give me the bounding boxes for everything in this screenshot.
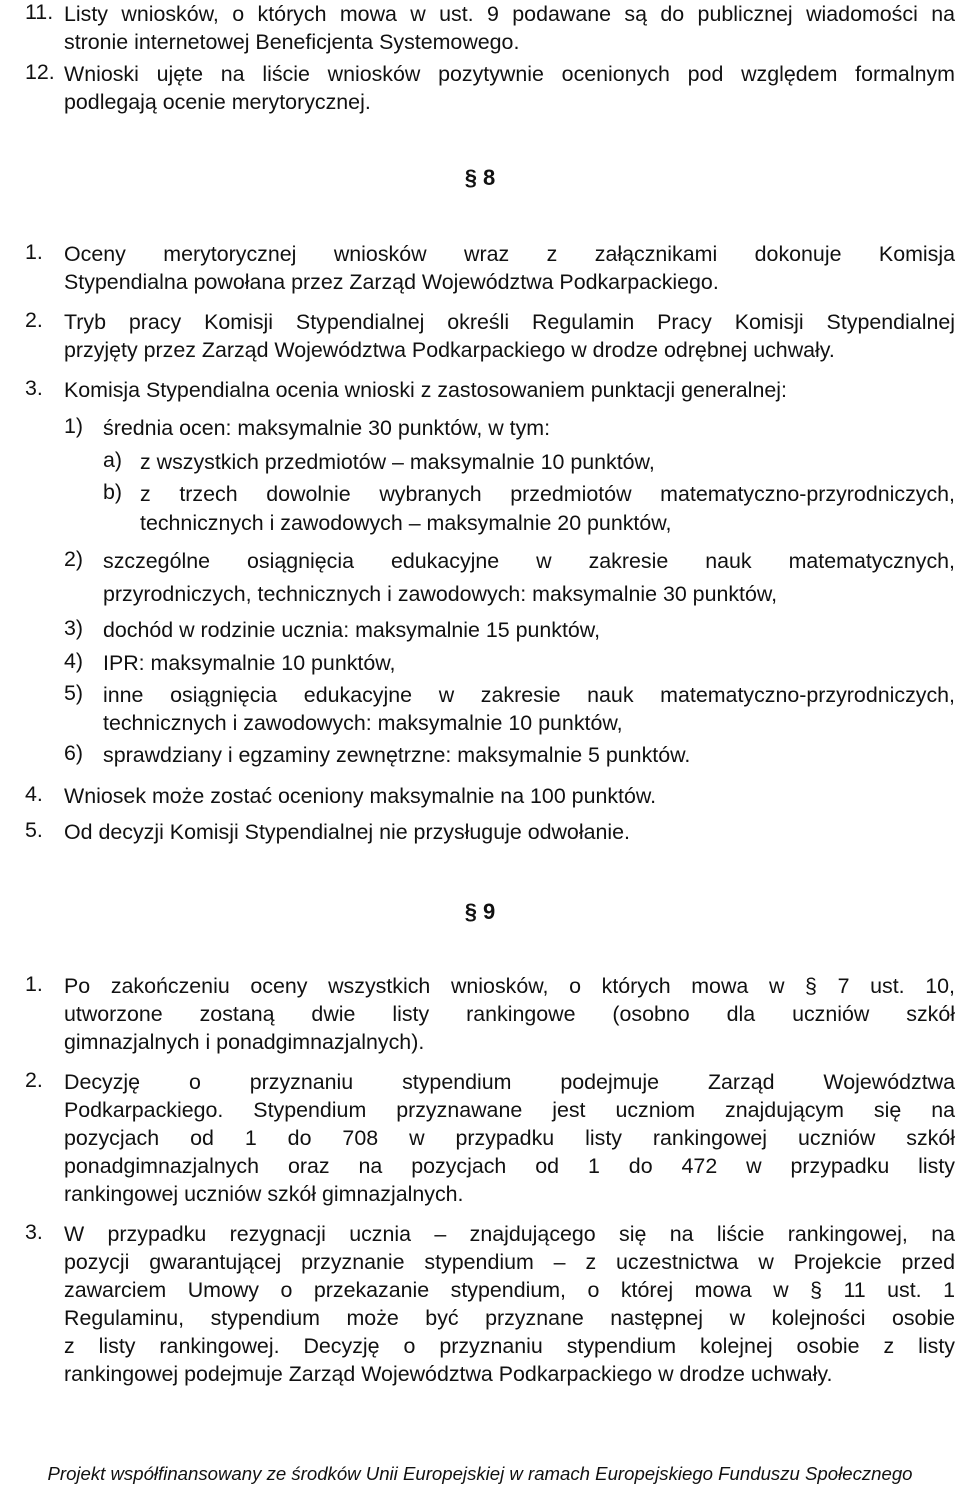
text-line: Wniosek może zostać oceniony maksymalnie na 100 punktów. (64, 784, 657, 808)
text-line: gimnazjalnych i ponadgimnazjalnych). (64, 1030, 425, 1054)
text-line: szczególne osiągnięcia edukacyjne w zakresie nauk matematycznych, (103, 549, 955, 573)
paragraph-number: 1. (25, 972, 43, 996)
text-line: W przypadku rezygnacji ucznia – znajdującego się na liście rankingowej, na (64, 1222, 955, 1246)
text-line: z trzech dowolnie wybranych przedmiotów matematyczno-przyrodniczych, (140, 482, 955, 506)
section-title-8: § 8 (464, 165, 496, 190)
subitem-number: 1) (64, 414, 84, 438)
text-line: z listy rankingowej. Decyzję o przyznaniu stypendium kolejnej osobie z listy (64, 1334, 955, 1358)
paragraph-number: 2. (25, 1068, 43, 1092)
text-line: pozycjach od 1 do 708 w przypadku listy rankingowej uczniów szkół (64, 1126, 955, 1150)
paragraph-number: 11. (25, 0, 54, 24)
text-line: Stypendialna powołana przez Zarząd Województwa Podkarpackiego. (64, 270, 719, 294)
text-line: rankingowej uczniów szkół gimnazjalnych. (64, 1182, 464, 1206)
text-line: Od decyzji Komisji Stypendialnej nie przysługuje odwołanie. (64, 820, 630, 844)
text-line: Wnioski ujęte na liście wniosków pozytywnie ocenionych pod względem formalnym (64, 62, 955, 86)
text-line: inne osiągnięcia edukacyjne w zakresie nauk matematyczno-przyrodniczych, (103, 683, 955, 707)
text-line: Decyzję o przyznaniu stypendium podejmuje Zarząd Województwa (64, 1070, 955, 1094)
text-line: Komisja Stypendialna ocenia wnioski z zastosowaniem punktacji generalnej: (64, 378, 787, 402)
text-line: zawarciem Umowy o przekazanie stypendium, o której mowa w § 11 ust. 1 (64, 1278, 955, 1302)
text-line: sprawdziany i egzaminy zewnętrzne: maksymalnie 5 punktów. (103, 743, 691, 767)
text-line: Listy wniosków, o których mowa w ust. 9 podawane są do publicznej wiadomości na (64, 2, 955, 26)
text-line: Po zakończeniu oceny wszystkich wniosków, o których mowa w § 7 ust. 10, (64, 974, 955, 998)
subitem-number: 3) (64, 616, 84, 640)
text-line: podlegają ocenie merytorycznej. (64, 90, 371, 114)
text-line: stronie internetowej Beneficjenta Systemowego. (64, 30, 520, 54)
text-line: z wszystkich przedmiotów – maksymalnie 10 punktów, (140, 450, 655, 474)
subitem-number: 2) (64, 547, 84, 571)
text-line: Podkarpackiego. Stypendium przyznawane jest uczniom znajdującym się na (64, 1098, 955, 1122)
text-line: technicznych i zawodowych: maksymalnie 10 punktów, (103, 711, 623, 735)
text-line: rankingowej podejmuje Zarząd Województwa Podkarpackiego w drodze uchwały. (64, 1362, 833, 1386)
paragraph-number: 5. (25, 818, 43, 842)
subitem-number: 6) (64, 741, 84, 765)
text-line: średnia ocen: maksymalnie 30 punktów, w tym: (103, 416, 551, 440)
subitem-number: 4) (64, 649, 84, 673)
text-line: ponadgimnazjalnych oraz na pozycjach od 1 do 472 w przypadku listy (64, 1154, 955, 1178)
text-line: Regulaminu, stypendium może być przyznane następnej w kolejności osobie (64, 1306, 955, 1330)
paragraph-number: 4. (25, 782, 43, 806)
paragraph-number: 3. (25, 376, 43, 400)
paragraph-number: 2. (25, 308, 43, 332)
page-footer: Projekt współfinansowany ze środków Unii Europejskiej w ramach Europejskiego Funduszu Społecznego (47, 1463, 913, 1484)
text-line: Tryb pracy Komisji Stypendialnej określi Regulamin Pracy Komisji Stypendialnej (64, 310, 955, 334)
subitem-number: 5) (64, 681, 84, 705)
text-line: Oceny merytorycznej wniosków wraz z załącznikami dokonuje Komisja (64, 242, 955, 266)
text-line: utworzone zostaną dwie listy rankingowe (osobno dla uczniów szkół (64, 1002, 955, 1026)
section-title-9: § 9 (464, 899, 496, 924)
text-line: dochód w rodzinie ucznia: maksymalnie 15 punktów, (103, 618, 601, 642)
paragraph-number: 12. (25, 60, 55, 84)
text-line: przyrodniczych, technicznych i zawodowych: maksymalnie 30 punktów, (103, 582, 778, 606)
text-line: technicznych i zawodowych – maksymalnie 20 punktów, (140, 511, 672, 535)
text-line: pozycji gwarantującej przyznanie stypendium – z uczestnictwa w Projekcie przed (64, 1250, 955, 1274)
paragraph-number: 1. (25, 240, 43, 264)
text-line: przyjęty przez Zarząd Województwa Podkarpackiego w drodze odrębnej uchwały. (64, 338, 835, 362)
text-line: IPR: maksymalnie 10 punktów, (103, 651, 396, 675)
subsubitem-number: a) (103, 448, 123, 472)
subsubitem-number: b) (103, 480, 123, 504)
paragraph-number: 3. (25, 1220, 43, 1244)
